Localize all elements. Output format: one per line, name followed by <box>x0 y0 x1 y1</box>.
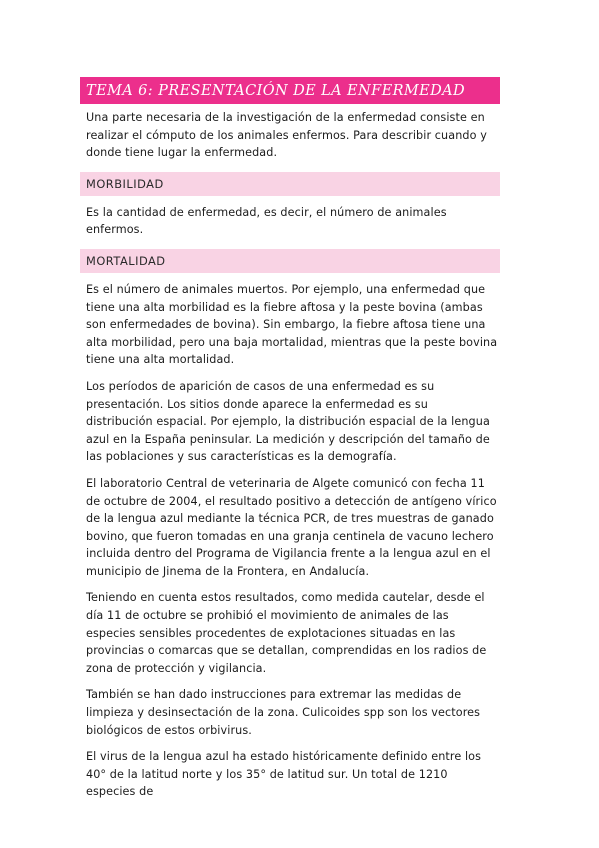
section-heading-text: MORTALIDAD <box>86 253 166 268</box>
presentacion-paragraph: Los períodos de aparición de casos de una enfermedad es su presentación. Los sitios donde aparece la enfermedad es su distribución espacial. Por ejemplo, la distribución espacial de la lengua azul en la España peninsular. La medición y descripción del tamaño de las poblaciones y sus características es la demografía. <box>86 379 490 464</box>
laboratorio-paragraph: El laboratorio Central de veterinaria de Algete comunicó con fecha 11 de octubre de 2004, el resultado positivo a detección de antígeno vírico de la lengua azul mediante la técnica PCR, de tres muestras de ganado bovino, que fueron tomadas en una granja centinela de vacuno lechero incluida dentro del Programa de Vigilancia frente a la lengua azul en el municipio de Jinema de la Frontera, en Andalucía. <box>86 476 497 578</box>
desinsectacion-paragraph: También se han dado instrucciones para extremar las medidas de limpieza y desinsectación de la zona. Culicoides spp son los vectores biológicos de estos orbivirus. <box>86 688 481 737</box>
document-title: TEMA 6: PRESENTACIÓN DE LA ENFERMEDAD <box>86 82 466 99</box>
title-banner <box>80 77 500 104</box>
document-page <box>80 77 500 801</box>
mortalidad-definition-paragraph: Es el número de animales muertos. Por ejemplo, una enfermedad que tiene una alta morbilidad es la fiebre aftosa y la peste bovina (ambas son enfermedades de bovina). Sin embargo, la fiebre aftosa tiene una alta morbilidad, pero una baja mortalidad, mientras que la peste bovina tiene una alta mortalidad. <box>86 282 498 367</box>
section-heading-morbilidad <box>80 172 500 196</box>
morbilidad-paragraph: Es la cantidad de enfermedad, es decir, el número de animales enfermos. <box>86 205 447 237</box>
virus-latitud-paragraph: El virus de la lengua azul ha estado históricamente definido entre los 40° de la latitud norte y los 35° de latitud sur. Un total de 1210 especies de <box>86 750 482 799</box>
section-heading-text: MORBILIDAD <box>86 176 164 191</box>
medida-cautelar-paragraph: Teniendo en cuenta estos resultados, como medida cautelar, desde el día 11 de octubre se prohibió el movimiento de animales de las especies sensibles procedentes de explotaciones situadas en las provincias o comarcas que se detallan, comprendidas en los radios de zona de protección y vigilancia. <box>86 591 487 675</box>
section-heading-mortalidad <box>80 249 500 273</box>
intro-paragraph: Una parte necesaria de la investigación de la enfermedad consiste en realizar el cómputo de los animales enfermos. Para describir cuando y donde tiene lugar la enfermedad. <box>86 111 487 160</box>
